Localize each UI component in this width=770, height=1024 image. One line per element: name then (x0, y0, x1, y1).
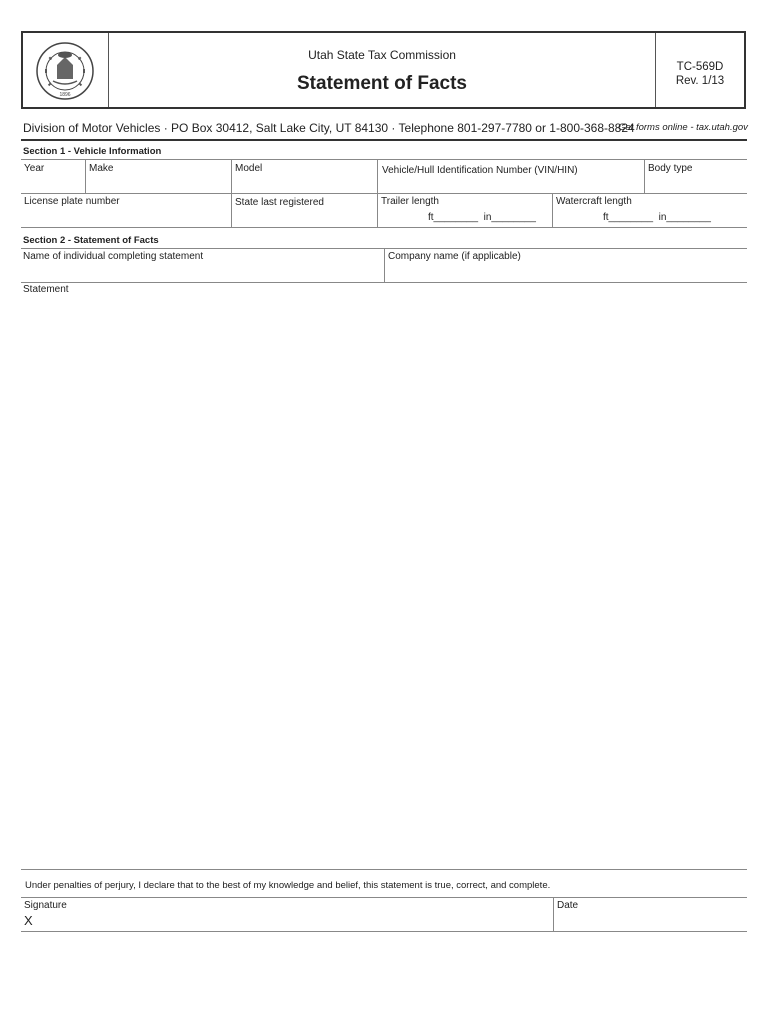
date-label: Date (557, 900, 579, 911)
watercraft-ft-in[interactable]: ft________ in________ (603, 212, 711, 223)
divider (21, 869, 747, 870)
name-field[interactable] (23, 264, 381, 280)
division-line: Division of Motor Vehicles · PO Box 30412, Salt Lake City, UT 84130 · Telephone 801-297-7780 or 1-800-368-8824 (23, 121, 635, 135)
section1-title: Section 1 - Vehicle Information (23, 146, 162, 157)
make-label: Make (89, 163, 114, 174)
divider (552, 193, 553, 227)
form-revision: Rev. 1/13 (675, 75, 725, 87)
statement-textarea[interactable] (23, 298, 745, 864)
state-last-registered-field[interactable] (235, 210, 375, 226)
divider (21, 193, 747, 194)
make-field[interactable] (89, 176, 229, 192)
vin-label: Vehicle/Hull Identification Number (VIN/HIN) (382, 165, 578, 176)
form-title: Statement of Facts (297, 73, 467, 94)
agency-name: Utah State Tax Commission (308, 48, 456, 62)
trailer-length-label: Trailer length (381, 196, 439, 207)
divider (644, 159, 645, 193)
license-plate-label: License plate number (24, 196, 120, 207)
divider (21, 139, 747, 141)
name-label: Name of individual completing statement (23, 251, 204, 262)
body-type-field[interactable] (648, 176, 744, 192)
trailer-ft-in[interactable]: ft________ in________ (428, 212, 536, 223)
divider (21, 931, 747, 932)
section2-title: Section 2 - Statement of Facts (23, 235, 159, 246)
body-type-label: Body type (648, 163, 693, 174)
divider (553, 897, 554, 931)
signature-x-mark: X (24, 913, 33, 928)
divider (21, 159, 747, 160)
model-field[interactable] (235, 176, 375, 192)
form-code: TC-569D (676, 61, 724, 73)
divider (21, 282, 747, 283)
state-last-registered-label: State last registered (235, 197, 324, 208)
model-label: Model (235, 163, 263, 174)
company-label: Company name (if applicable) (388, 251, 521, 262)
form-code-cell (655, 33, 744, 107)
year-label: Year (24, 163, 45, 174)
divider (85, 159, 86, 193)
divider (21, 227, 747, 228)
utah-state-seal-icon (35, 41, 95, 101)
company-field[interactable] (388, 264, 743, 280)
perjury-declaration: Under penalties of perjury, I declare that to the best of my knowledge and belief, this statement is true, correct, and complete. (25, 880, 551, 891)
form-header (21, 31, 746, 109)
watercraft-length-label: Watercraft length (556, 196, 632, 207)
vin-field[interactable] (381, 178, 641, 192)
license-plate-field[interactable] (24, 209, 229, 225)
forms-online-link[interactable]: Get forms online - tax.utah.gov (618, 122, 748, 133)
statement-label: Statement (23, 284, 69, 295)
signature-label: Signature (24, 900, 67, 911)
divider (384, 248, 385, 282)
seal-cell (23, 33, 109, 107)
divider (21, 897, 747, 898)
year-field[interactable] (24, 176, 84, 192)
signature-field[interactable] (40, 912, 550, 928)
svg-text:1896: 1896 (59, 92, 71, 98)
date-field[interactable] (557, 913, 743, 929)
